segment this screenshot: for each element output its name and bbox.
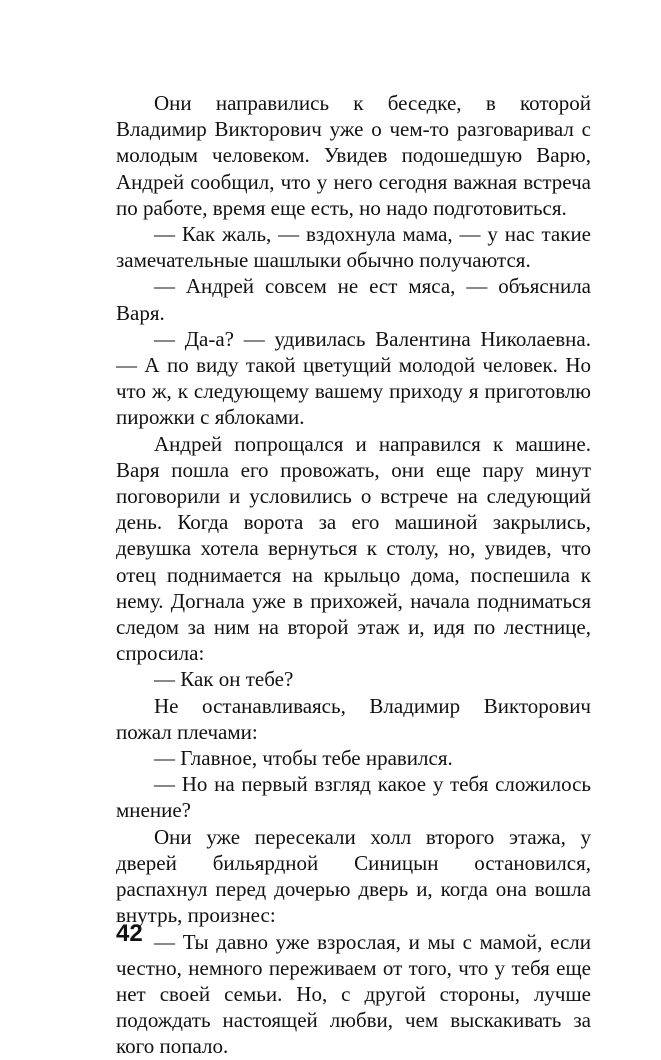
paragraph-5: Андрей попрощался и направился к машине. Варя пошла его провожать, они еще пару минут поговорили и условились о встрече на следующий день. Когда ворота за его машиной закрылись, девушка хотела вернуться к столу, но, увидев, что отец поднимается на крыльцо дома, поспешила к нему. Догнала уже в прихожей, начала подниматься следом за ним на второй этаж и, идя по лестнице, спросила:: [116, 431, 591, 666]
paragraph-4: — Да-а? — удивилась Валентина Николаевна. — А по виду такой цветущий молодой человек. Но что ж, к следующему вашему приходу я приготовлю пирожки с яблоками.: [116, 326, 591, 430]
page-number: 42: [116, 920, 143, 947]
paragraph-10: Они уже пересекали холл второго этажа, у дверей бильярдной Синицын остановился, распахнул перед дочерью дверь и, когда она вошла внутрь, произнес:: [116, 824, 591, 928]
page-text: [116, 90, 591, 1060]
paragraph-2: — Как жаль, — вздохнула мама, — у нас такие замечательные шашлыки обычно получаются.: [116, 222, 591, 273]
paragraph-7: Не останавливаясь, Владимир Викторович пожал плечами:: [116, 693, 591, 744]
paragraph-1: Они направились к беседке, в которой Владимир Викторович уже о чем-то разговаривал с молодым человеком. Увидев подошедшую Варю, Андрей сообщил, что у него сегодня важная встреча по работе, время еще есть, но надо подготовиться.: [116, 91, 591, 220]
paragraph-9: — Но на первый взгляд какое у тебя сложилось мнение?: [116, 772, 591, 823]
paragraph-11: — Ты давно уже взрослая, и мы с мамой, если честно, немного переживаем от того, что у тебя еще нет своей семьи. Но, с другой стороны, лучше подождать настоящей любви, чем выскакивать за кого попало.: [116, 929, 591, 1059]
paragraph-6: — Как он тебе?: [154, 667, 294, 692]
paragraph-8: — Главное, чтобы тебе нравился.: [154, 746, 453, 771]
paragraph-3: — Андрей совсем не ест мяса, — объяснила Варя.: [116, 274, 591, 325]
